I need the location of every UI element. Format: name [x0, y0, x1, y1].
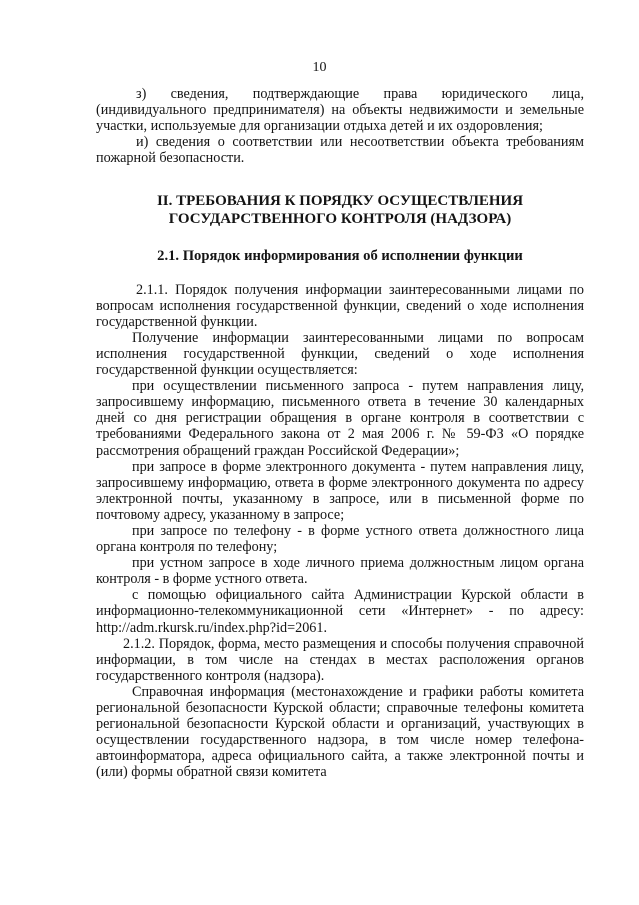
paragraph: при устном запросе в ходе личного приема должностным лицом органа контроля - в форме устного ответа.	[96, 555, 584, 588]
section-title-line-2: ГОСУДАРСТВЕННОГО КОНТРОЛЯ (НАДЗОРА)	[168, 211, 512, 228]
paragraph: 2.1.2. Порядок, форма, место размещения и способы получения справочной информации, в том числе на стендах в местах расположения органов государственного контроля (надзора).	[96, 635, 584, 684]
document-body	[96, 86, 584, 780]
page-number: 10	[312, 60, 327, 75]
list-item-z: з) сведения, подтверждающие права юридического лица, (индивидуального предпринимателя) на объекты недвижимости и земельные участки, используемые для организации отдыха детей и их оздоровления;	[96, 86, 584, 135]
list-item-i: и) сведения о соответствии или несоответствии объекта требованиям пожарной безопасности.	[96, 134, 584, 167]
paragraph: Справочная информация (местонахождение и графики работы комитета региональной безопасности Курской области; справочные телефоны комитета региональной безопасности Курской области и организаций, участвующих в осуществлении государственного надзора, в том числе номер телефона-автоинформатора, адреса официального сайта, а также электронной почты и (или) формы обратной связи комитета	[96, 683, 584, 781]
paragraph: 2.1.1. Порядок получения информации заинтересованными лицами по вопросам исполнения государственной функции, сведений о ходе исполнения государственной функции.	[96, 281, 584, 330]
subsection-title: 2.1. Порядок информирования об исполнении функции	[157, 248, 523, 265]
section-title	[96, 192, 584, 228]
paragraph: Получение информации заинтересованными лицами по вопросам исполнения государственной функции, сведений о ходе исполнения государственной функции осуществляется:	[96, 329, 584, 379]
section-title-line-1: II. ТРЕБОВАНИЯ К ПОРЯДКУ ОСУЩЕСТВЛЕНИЯ	[156, 193, 524, 210]
paragraph: с помощью официального сайта Администрации Курской области в информационно-телекоммуникационной сети «Интернет» - по адресу: http://adm.rkursk.ru/index.php?id=2061.	[96, 587, 584, 636]
paragraph: при осуществлении письменного запроса - путем направления лицу, запросившему информацию, письменного ответа в течение 30 календарных дней со дня регистрации обращения в органе контроля в соответствии с требованиями Федерального закона от 2 мая 2006 г. № 59-ФЗ «О порядке рассмотрения обращений граждан Российской Федерации»;	[96, 378, 584, 459]
paragraph: при запросе по телефону - в форме устного ответа должностного лица органа контроля по телефону;	[96, 522, 584, 556]
paragraph: при запросе в форме электронного документа - путем направления лицу, запросившему информацию, ответа в форме электронного документа по адресу электронной почты, указанному в запросе, или в письменной форме по почтовому адресу, указанному в запросе;	[96, 458, 584, 523]
